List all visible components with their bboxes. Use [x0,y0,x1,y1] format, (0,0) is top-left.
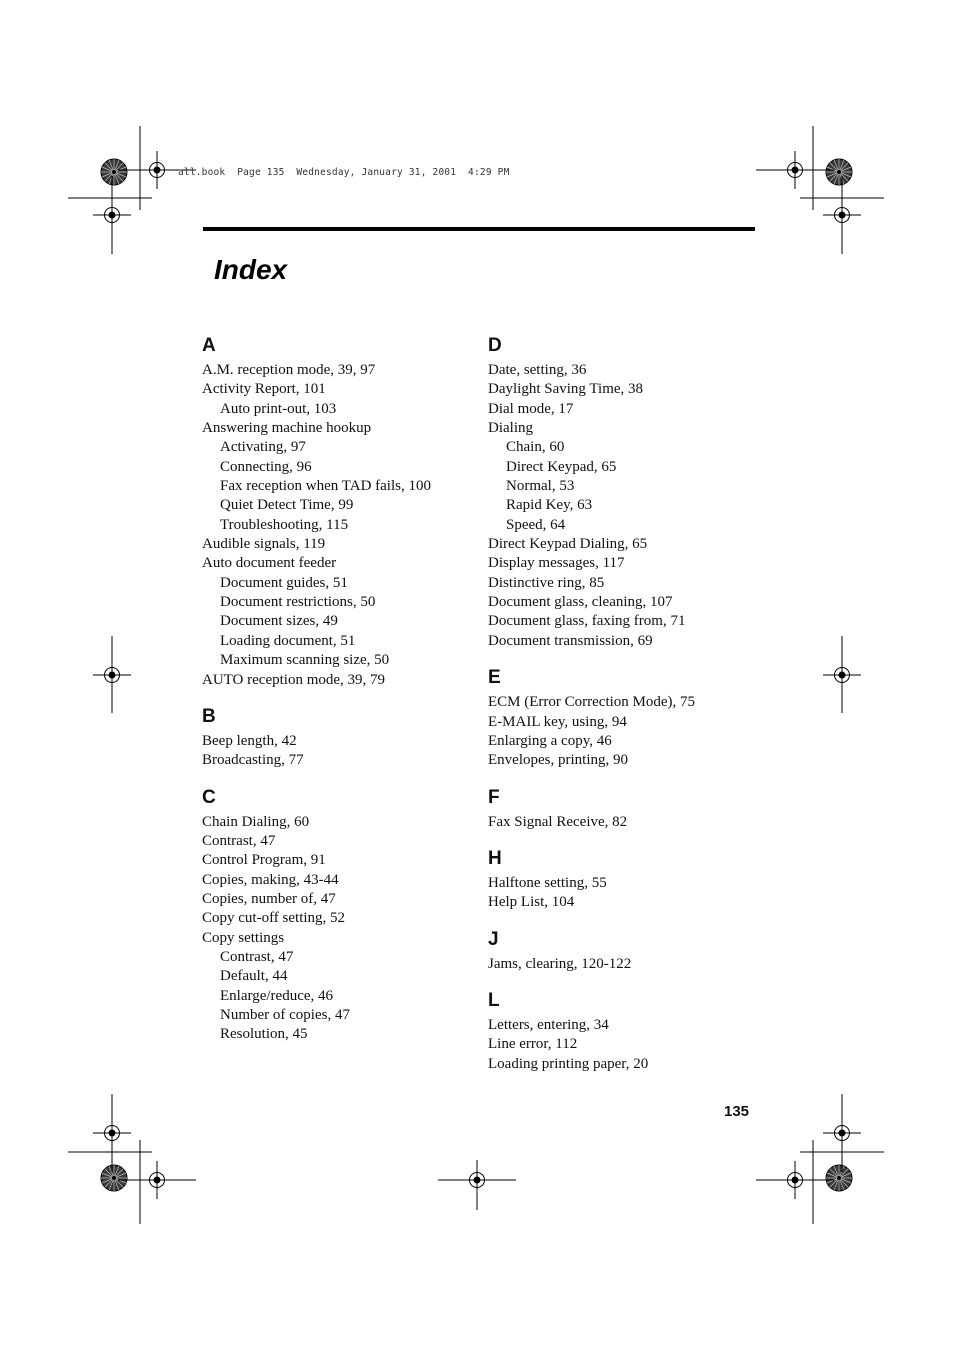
index-entry: Copies, making, 43-44 [202,871,339,888]
index-entry-list [488,813,758,832]
section-letter: B [202,705,216,727]
page-number: 135 [724,1103,750,1120]
index-entry: Auto document feeder [202,555,337,572]
index-entry: A.M. reception mode, 39, 97 [202,362,376,378]
index-entry: Broadcasting, 77 [202,752,304,769]
index-entry-list [202,813,472,1045]
index-entry: AUTO reception mode, 39, 79 [202,671,386,688]
index-entry: Display messages, 117 [488,555,625,572]
index-section [202,785,472,1045]
index-entry: Jams, clearing, 120-122 [488,955,632,972]
index-entry: Help List, 104 [488,894,575,911]
index-section [202,704,472,771]
index-entry: Copy settings [202,929,285,946]
index-subentry: Loading document, 51 [220,632,356,649]
index-subentry: Connecting, 96 [220,458,312,475]
index-section [488,785,758,832]
index-entry: Enlarging a copy, 46 [488,732,612,749]
index-entry: E-MAIL key, using, 94 [488,713,627,730]
index-column-right [488,333,758,1088]
index-entry: Fax Signal Receive, 82 [488,813,628,830]
index-entry: Distinctive ring, 85 [488,574,605,591]
index-section [488,665,758,770]
index-entry: Activity Report, 101 [202,381,326,398]
section-letter: C [202,786,216,808]
index-entry: Document glass, cleaning, 107 [488,594,673,611]
index-subentry: Activating, 97 [220,439,306,456]
index-subentry: Document sizes, 49 [220,613,338,630]
index-entry: Date, setting, 36 [488,362,587,378]
index-subentry: Maximum scanning size, 50 [220,652,390,669]
index-entry: Dialing [488,420,533,437]
index-subentry: Contrast, 47 [220,948,294,965]
section-letter: E [488,667,501,689]
index-entry: Envelopes, printing, 90 [488,752,628,769]
index-entry-list [202,361,472,690]
section-letter: F [488,786,500,808]
index-section [202,333,472,690]
index-subentry: Document restrictions, 50 [220,594,376,611]
index-entry: Document transmission, 69 [488,632,653,649]
index-entry: Daylight Saving Time, 38 [488,381,644,398]
index-entry: Chain Dialing, 60 [202,813,310,830]
index-subentry: Normal, 53 [506,478,575,495]
index-entry: Control Program, 91 [202,852,326,869]
index-entry: Letters, entering, 34 [488,1016,609,1033]
index-subentry: Rapid Key, 63 [506,497,593,514]
index-entry-list [488,1016,758,1074]
index-entry: Beep length, 42 [202,732,297,749]
index-section [488,333,758,651]
index-entry-list [488,955,758,974]
index-subentry: Direct Keypad, 65 [506,458,617,475]
index-subentry: Chain, 60 [506,439,565,456]
index-subentry: Document guides, 51 [220,574,348,591]
index-section [488,846,758,913]
index-subentry: Default, 44 [220,968,288,985]
index-subentry: Resolution, 45 [220,1026,308,1043]
index-subentry: Troubleshooting, 115 [220,516,349,533]
index-entry: Answering machine hookup [202,420,372,437]
section-letter: D [488,335,502,356]
index-subentry: Number of copies, 47 [220,1006,350,1023]
index-entry: Direct Keypad Dialing, 65 [488,536,648,553]
index-entry-list [488,693,758,770]
index-subentry: Quiet Detect Time, 99 [220,497,354,514]
index-entry: Loading printing paper, 20 [488,1055,649,1072]
title-rule [203,227,755,231]
section-letter: J [488,928,499,950]
index-entry: Document glass, faxing from, 71 [488,613,686,630]
index-entry-list [488,361,758,651]
index-entry: Copy cut-off setting, 52 [202,910,346,927]
index-entry: ECM (Error Correction Mode), 75 [488,694,696,711]
index-subentry: Speed, 64 [506,516,566,533]
index-column-left [202,333,472,1059]
index-entry: Line error, 112 [488,1036,578,1053]
section-letter: L [488,989,500,1011]
index-entry-list [488,874,758,913]
index-section [488,927,758,974]
section-letter: A [202,335,216,356]
page-title: Index [214,254,288,285]
index-subentry: Fax reception when TAD fails, 100 [220,478,431,495]
index-entry: Dial mode, 17 [488,400,574,417]
print-header-line: all.book Page 135 Wednesday, January 31, 2001 4:29 PM [178,167,510,178]
index-subentry: Auto print-out, 103 [220,400,337,417]
index-section [488,988,758,1074]
index-entry: Audible signals, 119 [202,536,326,553]
index-entry: Contrast, 47 [202,832,276,849]
index-entry-list [202,732,472,771]
index-entry: Copies, number of, 47 [202,890,336,907]
index-entry: Halftone setting, 55 [488,874,607,891]
section-letter: H [488,847,502,869]
index-subentry: Enlarge/reduce, 46 [220,987,334,1004]
